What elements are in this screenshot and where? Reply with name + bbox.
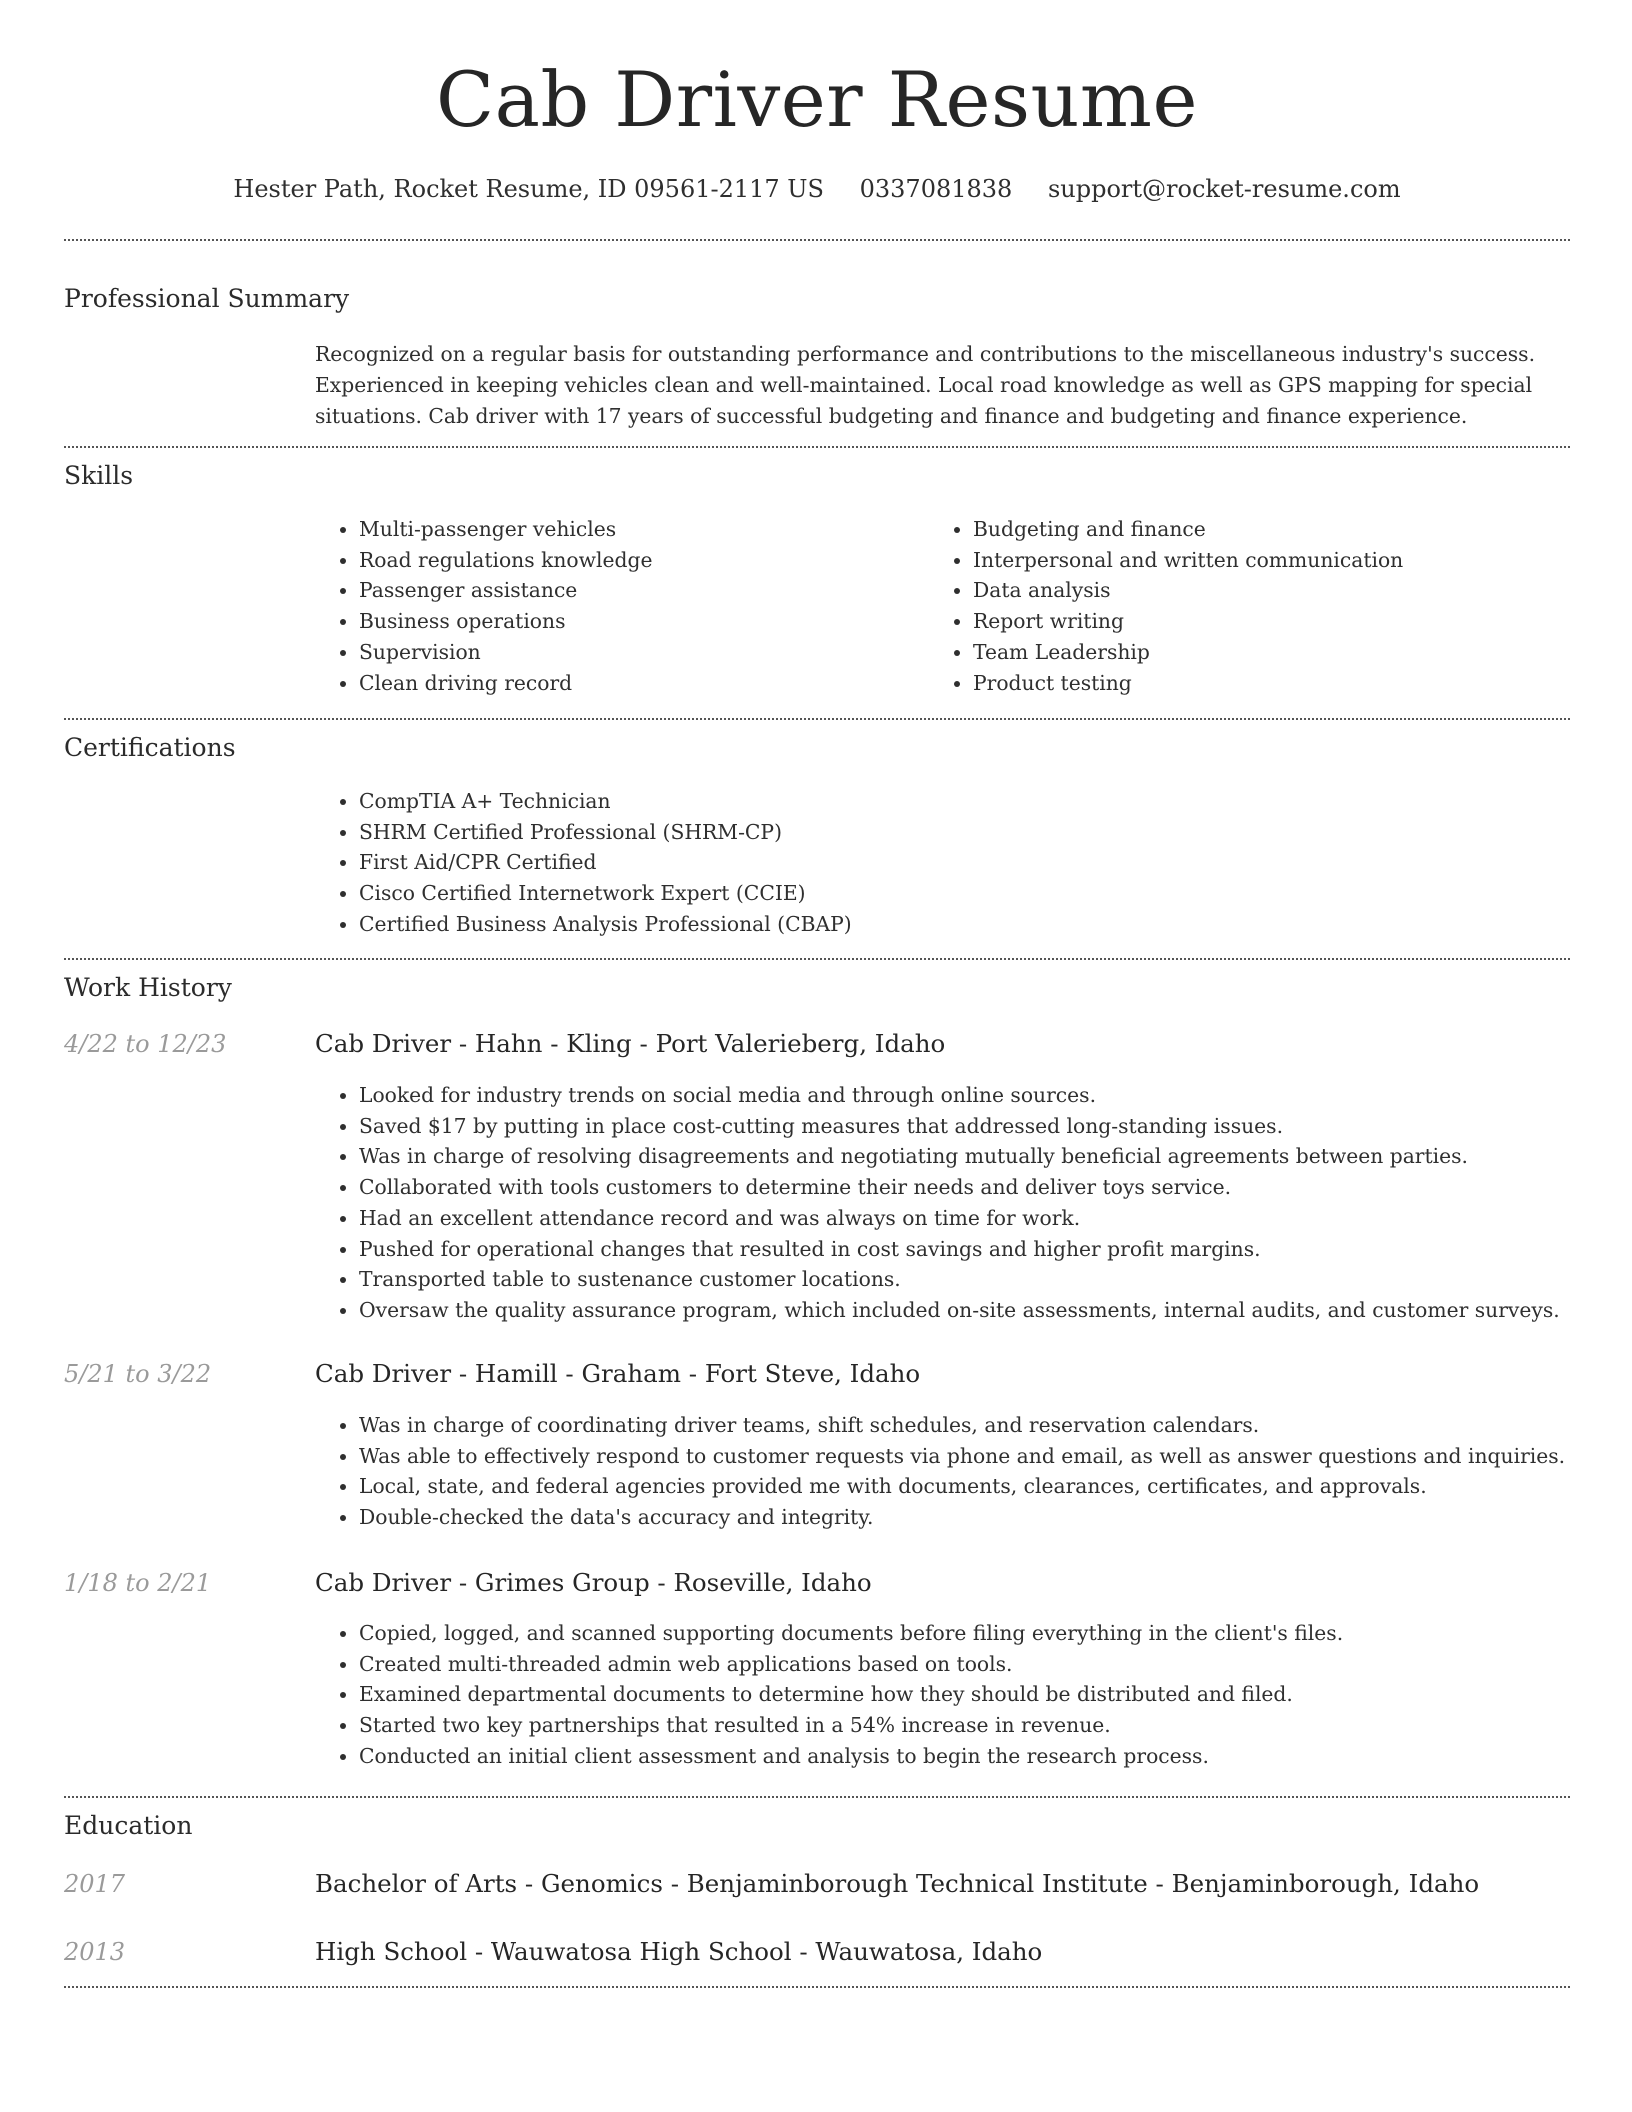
job-bullet: • Saved $17 by putting in place cost-cutting measures that addressed long-standing issues. (359, 1111, 1609, 1142)
skill-item: • Business operations (359, 606, 919, 637)
certification-item: • CompTIA A+ Technician (359, 786, 1559, 817)
education-year: 2017 (64, 1870, 126, 1898)
education-heading: Education (64, 1811, 193, 1840)
divider (64, 446, 1570, 448)
job-dates: 4/22 to 12/23 (64, 1030, 227, 1058)
contact-phone: 0337081838 (859, 175, 1013, 203)
certifications-heading: Certifications (64, 733, 236, 762)
skills-list-right (929, 514, 1593, 698)
job-bullet: • Transported table to sustenance customer locations. (359, 1264, 1609, 1295)
skill-item: • Budgeting and finance (973, 514, 1593, 545)
job-bullet: • Copied, logged, and scanned supporting documents before filing everything in the client's files. (359, 1618, 1609, 1649)
skill-item: • Multi-passenger vehicles (359, 514, 919, 545)
skill-item: • Product testing (973, 668, 1593, 699)
certification-item: • Certified Business Analysis Professional (CBAP) (359, 909, 1559, 940)
contact-line (64, 168, 1570, 210)
job-bullets (315, 1618, 1609, 1772)
divider (64, 718, 1570, 720)
skills-list-left (315, 514, 919, 698)
job-bullets (315, 1410, 1609, 1533)
resume-title: Cab Driver Resume (436, 55, 1198, 144)
job-bullet: • Double-checked the data's accuracy and integrity. (359, 1502, 1609, 1533)
job-bullet: • Was able to effectively respond to customer requests via phone and email, as well as answer questions and inquiries. (359, 1441, 1609, 1472)
skill-item: • Passenger assistance (359, 575, 919, 606)
skill-item: • Supervision (359, 637, 919, 668)
job-bullets (315, 1080, 1609, 1326)
summary-heading: Professional Summary (64, 284, 350, 313)
certification-item: • SHRM Certified Professional (SHRM-CP) (359, 817, 1559, 848)
education-degree: High School - Wauwatosa High School - Wauwatosa, Idaho (315, 1937, 1043, 1966)
skill-item: • Report writing (973, 606, 1593, 637)
certification-item: • Cisco Certified Internetwork Expert (CCIE) (359, 878, 1559, 909)
job-bullet: • Was in charge of resolving disagreements and negotiating mutually beneficial agreements between parties. (359, 1141, 1609, 1172)
skill-item: • Data analysis (973, 575, 1593, 606)
job-bullet: • Conducted an initial client assessment and analysis to begin the research process. (359, 1741, 1609, 1772)
job-title: Cab Driver - Grimes Group - Roseville, Idaho (315, 1568, 872, 1597)
certification-item: • First Aid/CPR Certified (359, 847, 1559, 878)
job-dates: 1/18 to 2/21 (64, 1569, 212, 1597)
job-dates: 5/21 to 3/22 (64, 1360, 212, 1388)
job-bullet: • Was in charge of coordinating driver teams, shift schedules, and reservation calendars. (359, 1410, 1609, 1441)
job-bullet: • Created multi-threaded admin web applications based on tools. (359, 1649, 1609, 1680)
job-bullet: • Examined departmental documents to determine how they should be distributed and filed. (359, 1679, 1609, 1710)
job-bullet: • Local, state, and federal agencies provided me with documents, clearances, certificates, and approvals. (359, 1471, 1609, 1502)
skill-item: • Clean driving record (359, 668, 919, 699)
work-history-heading: Work History (64, 973, 232, 1002)
divider (64, 239, 1570, 241)
skill-item: • Interpersonal and written communication (973, 545, 1593, 576)
contact-email: support@rocket-resume.com (1047, 175, 1401, 203)
resume-page (64, 0, 1570, 2112)
job-bullet: • Looked for industry trends on social media and through online sources. (359, 1080, 1609, 1111)
job-bullet: • Oversaw the quality assurance program, which included on-site assessments, internal audits, and customer surveys. (359, 1295, 1609, 1326)
certifications-list (315, 786, 1559, 940)
education-degree: Bachelor of Arts - Genomics - Benjaminborough Technical Institute - Benjaminborough, Idaho (315, 1869, 1480, 1898)
job-bullet: • Collaborated with tools customers to determine their needs and deliver toys service. (359, 1172, 1609, 1203)
divider (64, 1986, 1570, 1988)
divider (64, 1796, 1570, 1798)
skill-item: • Road regulations knowledge (359, 545, 919, 576)
job-bullet: • Had an excellent attendance record and was always on time for work. (359, 1203, 1609, 1234)
education-year: 2013 (64, 1938, 126, 1966)
job-title: Cab Driver - Hamill - Graham - Fort Steve, Idaho (315, 1359, 921, 1388)
job-bullet: • Started two key partnerships that resulted in a 54% increase in revenue. (359, 1710, 1609, 1741)
divider (64, 958, 1570, 960)
skills-heading: Skills (64, 461, 134, 490)
job-bullet: • Pushed for operational changes that resulted in cost savings and higher profit margins. (359, 1234, 1609, 1265)
skill-item: • Team Leadership (973, 637, 1593, 668)
contact-address: Hester Path, Rocket Resume, ID 09561-2117 US (233, 175, 824, 203)
summary-text: Recognized on a regular basis for outstanding performance and contributions to the miscellaneous industry's success. Experienced in keeping vehicles clean and well-maintained. Local road knowledge as well as GPS mapping for special situations. Cab driver with 17 years of successful budgeting and finance and budgeting and finance experience. (315, 342, 1536, 428)
job-title: Cab Driver - Hahn - Kling - Port Valerieberg, Idaho (315, 1029, 946, 1058)
